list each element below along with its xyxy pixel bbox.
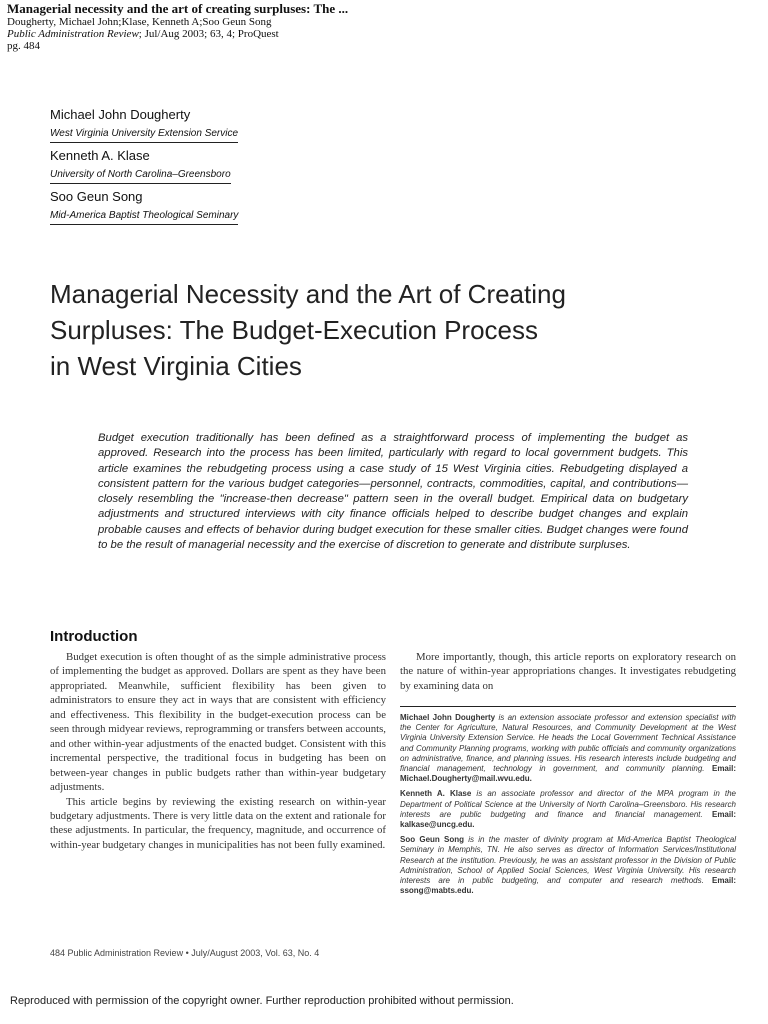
bio-email: Email: kalkase@uncg.edu. <box>400 809 736 830</box>
author-name: Kenneth A. Klase <box>50 148 150 163</box>
author-name: Soo Geun Song <box>50 189 143 204</box>
document-source <box>7 28 348 40</box>
author-name: Michael John Dougherty <box>50 107 191 122</box>
author-affiliation: University of North Carolina–Greensboro <box>50 168 231 184</box>
author-bio <box>400 835 736 896</box>
source-details: ; Jul/Aug 2003; 63, 4; ProQuest <box>138 28 279 40</box>
paragraph: More importantly, though, this article reports on exploratory research on the nature of within-year appropriations changes. It investigates rebudgeting by examining data on <box>400 651 736 692</box>
author-bio <box>400 713 736 784</box>
footnote-divider <box>400 706 736 707</box>
paragraph: This article begins by reviewing the existing research on within-year budgetary adjustments. There is very little data on the extent and rationale for these adjustments. In particular, the frequency, magnitude, and occurrence of within-year budgetary changes in municipalities has not been fully examined. <box>50 795 386 851</box>
source-journal: Public Administration Review <box>7 28 139 40</box>
bio-text: is an associate professor and director of the MPA program in the Department of Political Science at the University of North Carolina–Greensboro. His research interests are public budgeting and finance and financial management. <box>400 789 737 819</box>
body-column-left <box>50 650 386 852</box>
author-block-3 <box>50 189 238 225</box>
title-line: Managerial Necessity and the Art of Creating <box>50 279 566 309</box>
paragraph: Budget execution is often thought of as the simple administrative process of implementing the budget as approved. Dollars are spent as they have been appropriated. Meanwhile, sufficient flexibility has been given to administrators to ensure they act in ways that are consistent with efficiency and effectiveness. This flexibility in the budget-execution process can be seen through midyear reviews, reprogramming or transfers between accounts, and other within-year adjustments of the enacted budget. Consistent with this incremental perspective, the traditional focus in budgeting has been on between-year changes in public budgets rather than within-year budgetary adjustments. <box>50 651 386 794</box>
page-footer: 484 Public Administration Review • July/August 2003, Vol. 63, No. 4 <box>50 948 320 958</box>
document-title: Managerial necessity and the art of creating surpluses: The ... <box>7 1 349 16</box>
bio-text: is in the master of divinity program at Mid-America Baptist Theological Seminary in Memphis, TN. He also serves as director of Information Services/Institutional Research at the institution. Previously, he was an assistant professor in the Division of Public Administration, School of Applied Social Sciences, West Virginia University. His research interests are in public budgeting, and computer and research methods. <box>400 835 736 886</box>
author-affiliation: West Virginia University Extension Service <box>50 127 238 143</box>
abstract: Budget execution traditionally has been defined as a straightforward process of implementing the budget as approved. Research into the process has been limited, particularly with regard to local government budgets. This article examines the rebudgeting process using a case study of 15 West Virginia cities. Rebudgeting displayed a consistent pattern for the various budget categories—personnel, contracts, commodities, capital, and contributions—closely resembling the "increase-then decrease" pattern seen in the overall budget. Empirical data on budgetary adjustments and structured interviews with city finance officials helped to describe budget changes and explain probable causes and effects of behavior during budget execution for these smaller cities. Budget changes were found to be the result of managerial necessity and the exercise of discretion to generate and distribute surpluses. <box>98 432 688 552</box>
reproduction-notice: Reproduced with permission of the copyright owner. Further reproduction prohibited without permission. <box>10 995 514 1007</box>
bio-name: Kenneth A. Klase <box>400 789 472 799</box>
author-affiliation: Mid-America Baptist Theological Seminary <box>50 209 238 225</box>
author-bio <box>400 789 736 830</box>
bio-name: Soo Geun Song <box>400 835 465 845</box>
bio-email: Email: ssong@mabts.edu. <box>400 876 736 896</box>
document-authors: Dougherty, Michael John;Klase, Kenneth A;Soo Geun Song <box>7 16 272 28</box>
bio-name: Michael John Dougherty <box>400 713 496 722</box>
title-line: in West Virginia Cities <box>50 351 302 381</box>
title-line: Surpluses: The Budget-Execution Process <box>50 315 539 345</box>
document-page: pg. 484 <box>7 40 40 52</box>
bio-text: is an extension associate professor and extension specialist with the Center for Agriculture, Natural Resources, and Community Development at the West Virginia University Extension Service. He heads the Local Government Technical Assistance and Community Planning programs, working with public officials and community organizations on administrative, finance, and planning issues. His research interests include budgeting and financial management, technology in government, and community planning. <box>400 713 736 774</box>
bio-email: Email: Michael.Dougherty@mail.wvu.edu. <box>400 764 736 784</box>
body-column-right <box>400 650 736 693</box>
article-title <box>50 276 690 384</box>
author-block-1 <box>50 107 238 143</box>
section-heading: Introduction <box>50 628 138 645</box>
author-block-2 <box>50 148 231 184</box>
document-header <box>7 2 348 52</box>
author-bios <box>400 713 736 901</box>
